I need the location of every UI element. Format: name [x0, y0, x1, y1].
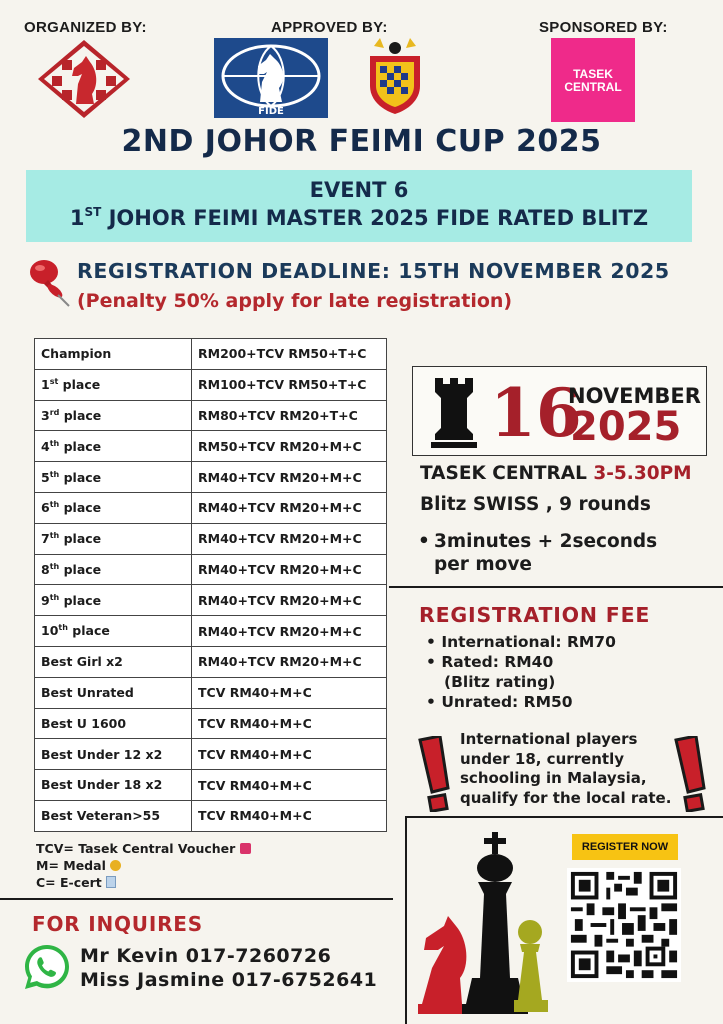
table-row	[35, 800, 387, 831]
table-row	[35, 462, 387, 493]
table-row	[35, 400, 387, 431]
exclamation-icon	[414, 736, 454, 812]
table-row	[35, 369, 387, 400]
contact-kevin[interactable]: Mr Kevin 017-7260726	[80, 945, 332, 967]
rook-icon	[427, 374, 481, 450]
prize-award: TCV RM40+M+C	[192, 739, 387, 770]
sponsor-logo	[551, 38, 635, 122]
registration-qr-code[interactable]	[567, 868, 681, 982]
inquiries-heading: FOR INQUIRES	[32, 912, 203, 936]
prize-place: Best U 1600	[35, 708, 192, 739]
divider	[0, 898, 393, 900]
prize-place: Best Unrated	[35, 677, 192, 708]
prize-award: RM40+TCV RM20+M+C	[192, 646, 387, 677]
prize-place: 9th place	[35, 585, 192, 616]
prize-award: RM40+TCV RM20+M+C	[192, 616, 387, 647]
prize-place: Best Veteran>55	[35, 800, 192, 831]
prize-place: 10th place	[35, 616, 192, 647]
local-rate-note: International players under 18, currently schooling in Malaysia, qualify for the local rate.	[460, 730, 672, 807]
divider	[389, 586, 723, 588]
fee-list: • International: RM70 • Rated: RM40 (Blitz rating) • Unrated: RM50	[426, 633, 616, 711]
event-number: EVENT 6	[309, 178, 409, 202]
table-row	[35, 554, 387, 585]
legend-ecert: C= E-cert	[36, 874, 251, 891]
organized-by-label: ORGANIZED BY:	[24, 19, 147, 36]
legend-tcv: TCV= Tasek Central Voucher	[36, 840, 251, 857]
table-row	[35, 492, 387, 523]
sponsored-by-label: SPONSORED BY:	[539, 19, 668, 36]
table-row	[35, 585, 387, 616]
medal-icon	[110, 860, 121, 871]
prize-award: RM50+TCV RM20+M+C	[192, 431, 387, 462]
prize-award: RM40+TCV RM20+M+C	[192, 492, 387, 523]
sponsor-logo-line1: TASEK	[573, 67, 613, 81]
event-banner	[26, 170, 692, 242]
prize-place: 3rd place	[35, 400, 192, 431]
exclamation-icon	[670, 736, 710, 812]
prize-place: 6th place	[35, 492, 192, 523]
prize-award: TCV RM40+M+C	[192, 677, 387, 708]
chess-pieces-illustration	[416, 828, 556, 1018]
prize-award: RM40+TCV RM20+M+C	[192, 462, 387, 493]
tournament-format: Blitz SWISS , 9 rounds	[420, 494, 651, 515]
event-year: 2025	[570, 404, 682, 450]
table-row	[35, 708, 387, 739]
table-row	[35, 339, 387, 370]
shopping-bag-icon	[240, 843, 251, 854]
prize-award: RM80+TCV RM20+T+C	[192, 400, 387, 431]
prize-place: Champion	[35, 339, 192, 370]
prize-place: Best Under 18 x2	[35, 770, 192, 801]
divider	[405, 816, 407, 1024]
prize-award: RM40+TCV RM20+M+C	[192, 585, 387, 616]
organizer-logo	[36, 38, 132, 120]
pushpin-icon	[22, 256, 72, 308]
prize-award: TCV RM40+M+C	[192, 708, 387, 739]
registration-deadline: REGISTRATION DEADLINE: 15TH NOVEMBER 2025	[77, 259, 670, 283]
prize-place: 4th place	[35, 431, 192, 462]
venue-time: TASEK CENTRAL 3-5.30PM	[420, 463, 692, 484]
prize-award: RM40+TCV RM20+M+C	[192, 554, 387, 585]
prize-award: RM200+TCV RM50+T+C	[192, 339, 387, 370]
prize-award: RM40+TCV RM20+M+C	[192, 523, 387, 554]
register-now-button[interactable]: REGISTER NOW	[572, 834, 678, 860]
table-row	[35, 677, 387, 708]
fide-logo-text: FIDE	[258, 106, 284, 117]
table-row	[35, 646, 387, 677]
prize-place: Best Girl x2	[35, 646, 192, 677]
divider	[405, 816, 723, 818]
time-control: • 3minutes + 2seconds per move	[418, 531, 658, 575]
prize-legend	[36, 840, 251, 891]
prize-table	[34, 338, 387, 832]
prize-place: 5th place	[35, 462, 192, 493]
prize-place: Best Under 12 x2	[35, 739, 192, 770]
table-row	[35, 523, 387, 554]
event-month: NOVEMBER	[568, 384, 701, 408]
prize-place: 7th place	[35, 523, 192, 554]
sponsor-logo-line2: CENTRAL	[564, 80, 622, 94]
page-title: 2ND JOHOR FEIMI CUP 2025	[121, 124, 602, 159]
prize-award: RM100+TCV RM50+T+C	[192, 369, 387, 400]
association-crest	[366, 36, 424, 116]
event-name: 1ST JOHOR FEIMI MASTER 2025 FIDE RATED BLITZ	[69, 205, 649, 230]
whatsapp-icon	[22, 942, 72, 992]
fide-logo	[214, 38, 328, 118]
prize-award: TCV RM40+M+C	[192, 800, 387, 831]
contact-jasmine[interactable]: Miss Jasmine 017-6752641	[80, 969, 378, 991]
prize-award: TCV RM40+M+C	[192, 770, 387, 801]
prize-place: 8th place	[35, 554, 192, 585]
table-row	[35, 770, 387, 801]
event-day: 16	[490, 374, 582, 452]
prize-place: 1st place	[35, 369, 192, 400]
legend-medal: M= Medal	[36, 857, 251, 874]
table-row	[35, 431, 387, 462]
approved-by-label: APPROVED BY:	[271, 19, 388, 36]
table-row	[35, 616, 387, 647]
certificate-icon	[106, 876, 116, 888]
late-penalty: (Penalty 50% apply for late registration)	[77, 290, 513, 312]
registration-fee-heading: REGISTRATION FEE	[419, 603, 651, 627]
table-row	[35, 739, 387, 770]
